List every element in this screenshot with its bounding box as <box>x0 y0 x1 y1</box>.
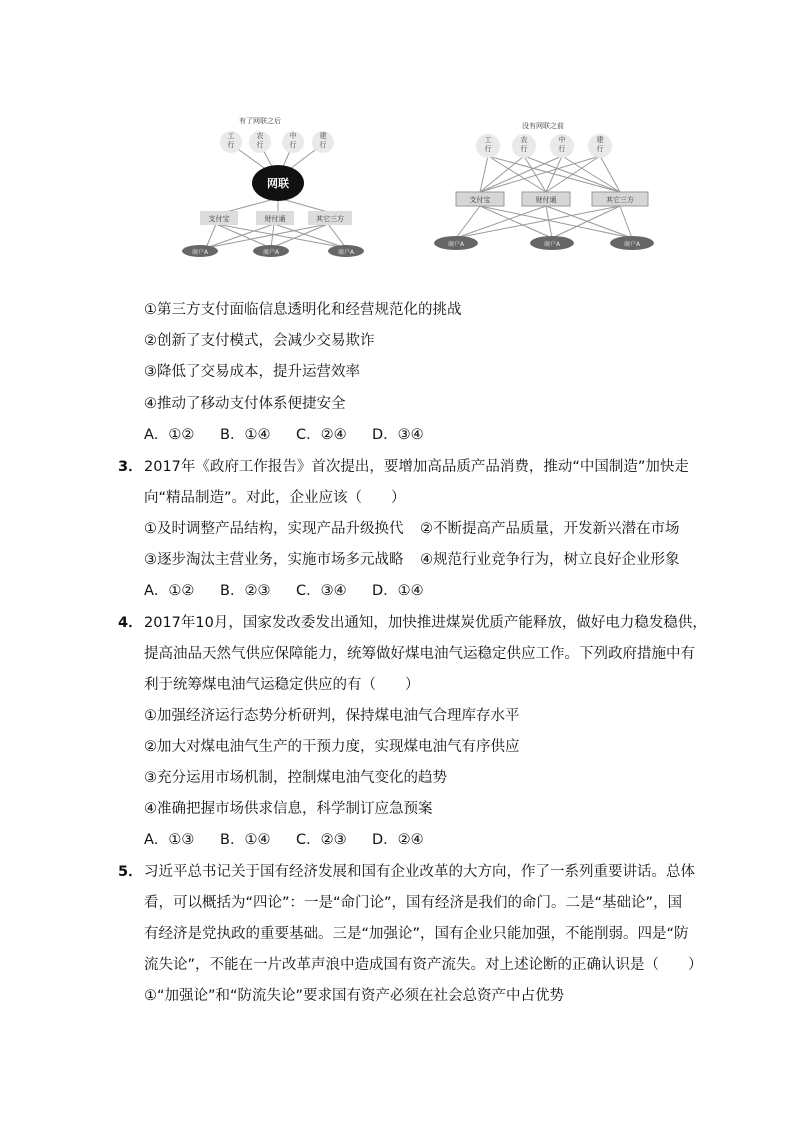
q2-item: ③降低了交易成本，提升运营效率 <box>144 364 360 380</box>
bank-label: 中行 <box>558 136 566 153</box>
q5-item: ①“加强论”和“防流失论”要求国有资产必须在社会总资产中占优势 <box>144 988 565 1004</box>
option-d[interactable]: D．③④ <box>372 427 424 443</box>
bank-nodes <box>220 131 334 153</box>
q2-item: ④推动了移动支付体系便捷安全 <box>144 396 346 412</box>
option-a[interactable]: A．①② <box>144 583 195 599</box>
bank-label: 建行 <box>596 136 604 153</box>
bank-label: 工行 <box>227 132 235 149</box>
option-a[interactable]: A．①② <box>144 427 195 443</box>
q3-item: ①及时调整产品结构，实现产品升级换代 <box>144 521 404 537</box>
option-b[interactable]: B．②③ <box>220 583 271 599</box>
q2-item: ①第三方支付面临信息透明化和经营规范化的挑战 <box>144 302 462 318</box>
merchant-label: 商户A <box>447 241 465 248</box>
q2-options <box>144 425 424 445</box>
platform-label: 其它三方 <box>316 215 344 223</box>
question-number: 4． <box>118 615 143 631</box>
question-stem: 2017年《政府工作报告》首次提出，要增加高品质产品消费，推动“中国制造”加快走 <box>144 459 689 475</box>
option-d[interactable]: D．②④ <box>372 832 424 848</box>
platform-label: 财付通 <box>535 196 557 204</box>
option-a[interactable]: A．①③ <box>144 832 195 848</box>
option-c[interactable]: C．③④ <box>296 583 347 599</box>
bank-label: 农行 <box>520 136 528 153</box>
option-b[interactable]: B．①④ <box>220 427 271 443</box>
question-stem: 向“精品制造”。对此，企业应该（ ） <box>144 490 406 506</box>
question-stem: 利于统筹煤电油气运稳定供应的有（ ） <box>144 677 420 693</box>
merchant-label: 商户A <box>623 241 641 248</box>
q4-item: ③充分运用市场机制，控制煤电油气变化的趋势 <box>144 770 447 786</box>
q4-item: ④准确把握市场供求信息，科学制订应急预案 <box>144 801 433 817</box>
bank-label: 工行 <box>484 136 492 153</box>
q3-item: ③逐步淘汰主营业务，实施市场多元战略 <box>144 552 404 568</box>
platform-label: 支付宝 <box>469 196 491 204</box>
q3-item: ②不断提高产品质量，开发新兴潜在市场 <box>420 521 680 537</box>
q4-item: ②加大对煤电油气生产的干预力度，实现煤电油气有序供应 <box>144 739 520 755</box>
diagram-with-wanglian <box>176 108 386 268</box>
question-stem: 提高油品天然气供应保障能力，统筹做好煤电油气运稳定供应工作。下列政府措施中有 <box>144 646 695 662</box>
platform-label: 其它三方 <box>606 196 634 204</box>
merchant-label: 商户A <box>262 249 280 256</box>
q3-item: ④规范行业竞争行为，树立良好企业形象 <box>420 552 680 568</box>
q3-options <box>144 581 424 601</box>
bank-label: 建行 <box>319 132 327 149</box>
question-stem: 2017年10月，国家发改委发出通知，加快推进煤炭优质产能释放，做好电力稳发稳供， <box>144 615 707 631</box>
platform-label: 支付宝 <box>208 215 230 223</box>
bank-label: 中行 <box>289 132 297 149</box>
q4-item: ①加强经济运行态势分析研判，保持煤电油气合理库存水平 <box>144 708 520 724</box>
option-c[interactable]: C．②③ <box>296 832 347 848</box>
option-b[interactable]: B．①④ <box>220 832 271 848</box>
question-number: 3． <box>118 459 143 475</box>
q4-options <box>144 830 424 850</box>
bank-label: 农行 <box>256 132 264 149</box>
q2-item: ②创新了支付模式，会减少交易欺诈 <box>144 333 375 349</box>
merchant-label: 商户A <box>191 249 209 256</box>
figure-title: 有了网联之后 <box>239 117 281 125</box>
question-number: 5． <box>118 864 143 880</box>
merchant-label: 商户A <box>337 249 355 256</box>
option-d[interactable]: D．①④ <box>372 583 424 599</box>
diagram-without-wanglian <box>432 116 662 256</box>
option-c[interactable]: C．②④ <box>296 427 347 443</box>
question-stem: 有经济是党执政的重要基础。三是“加强论”，国有企业只能加强，不能削弱。四是“防 <box>144 926 689 942</box>
question-stem: 流失论”，不能在一片改革声浪中造成国有资产流失。对上述论断的正确认识是（ ） <box>144 957 703 973</box>
platform-label: 财付通 <box>264 215 286 223</box>
question-stem: 习近平总书记关于国有经济发展和国有企业改革的大方向，作了一系列重要讲话。总体 <box>144 864 695 880</box>
figure-title: 没有网联之前 <box>522 122 564 130</box>
merchant-label: 商户A <box>543 241 561 248</box>
question-stem: 看，可以概括为“四论”：一是“命门论”，国有经济是我们的命门。二是“基础论”，国 <box>144 895 683 911</box>
hub-label: 网联 <box>267 177 289 190</box>
